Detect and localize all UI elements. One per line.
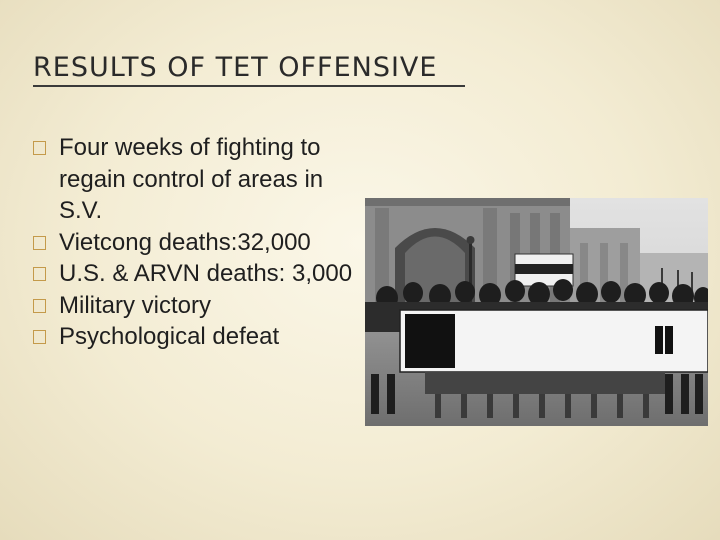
bullet-text: U.S. & ARVN deaths: 3,000 <box>59 260 353 287</box>
slide-title: RESULTS OF TET OFFENSIVE <box>33 52 438 83</box>
checkbox-bullet-icon <box>33 141 46 155</box>
bullet-list <box>33 132 353 353</box>
checkbox-bullet-icon <box>33 267 46 281</box>
title-underline <box>33 85 465 87</box>
photo-protest-banner <box>400 310 708 372</box>
bullet-item <box>33 290 353 322</box>
checkbox-bullet-icon <box>33 330 46 344</box>
bullet-item <box>33 227 353 259</box>
bullet-text: Vietcong deaths:32,000 <box>59 228 311 256</box>
bullet-text: Psychological defeat <box>59 323 280 350</box>
bullet-text: Four weeks of fighting to regain control of areas in S.V. <box>59 134 324 224</box>
bullet-item <box>33 321 353 353</box>
bullet-item <box>33 132 353 227</box>
bullet-item <box>33 258 353 290</box>
checkbox-bullet-icon <box>33 299 46 313</box>
bullet-text: Military victory <box>59 291 212 319</box>
checkbox-bullet-icon <box>33 236 46 250</box>
protest-march-photo <box>365 198 708 426</box>
